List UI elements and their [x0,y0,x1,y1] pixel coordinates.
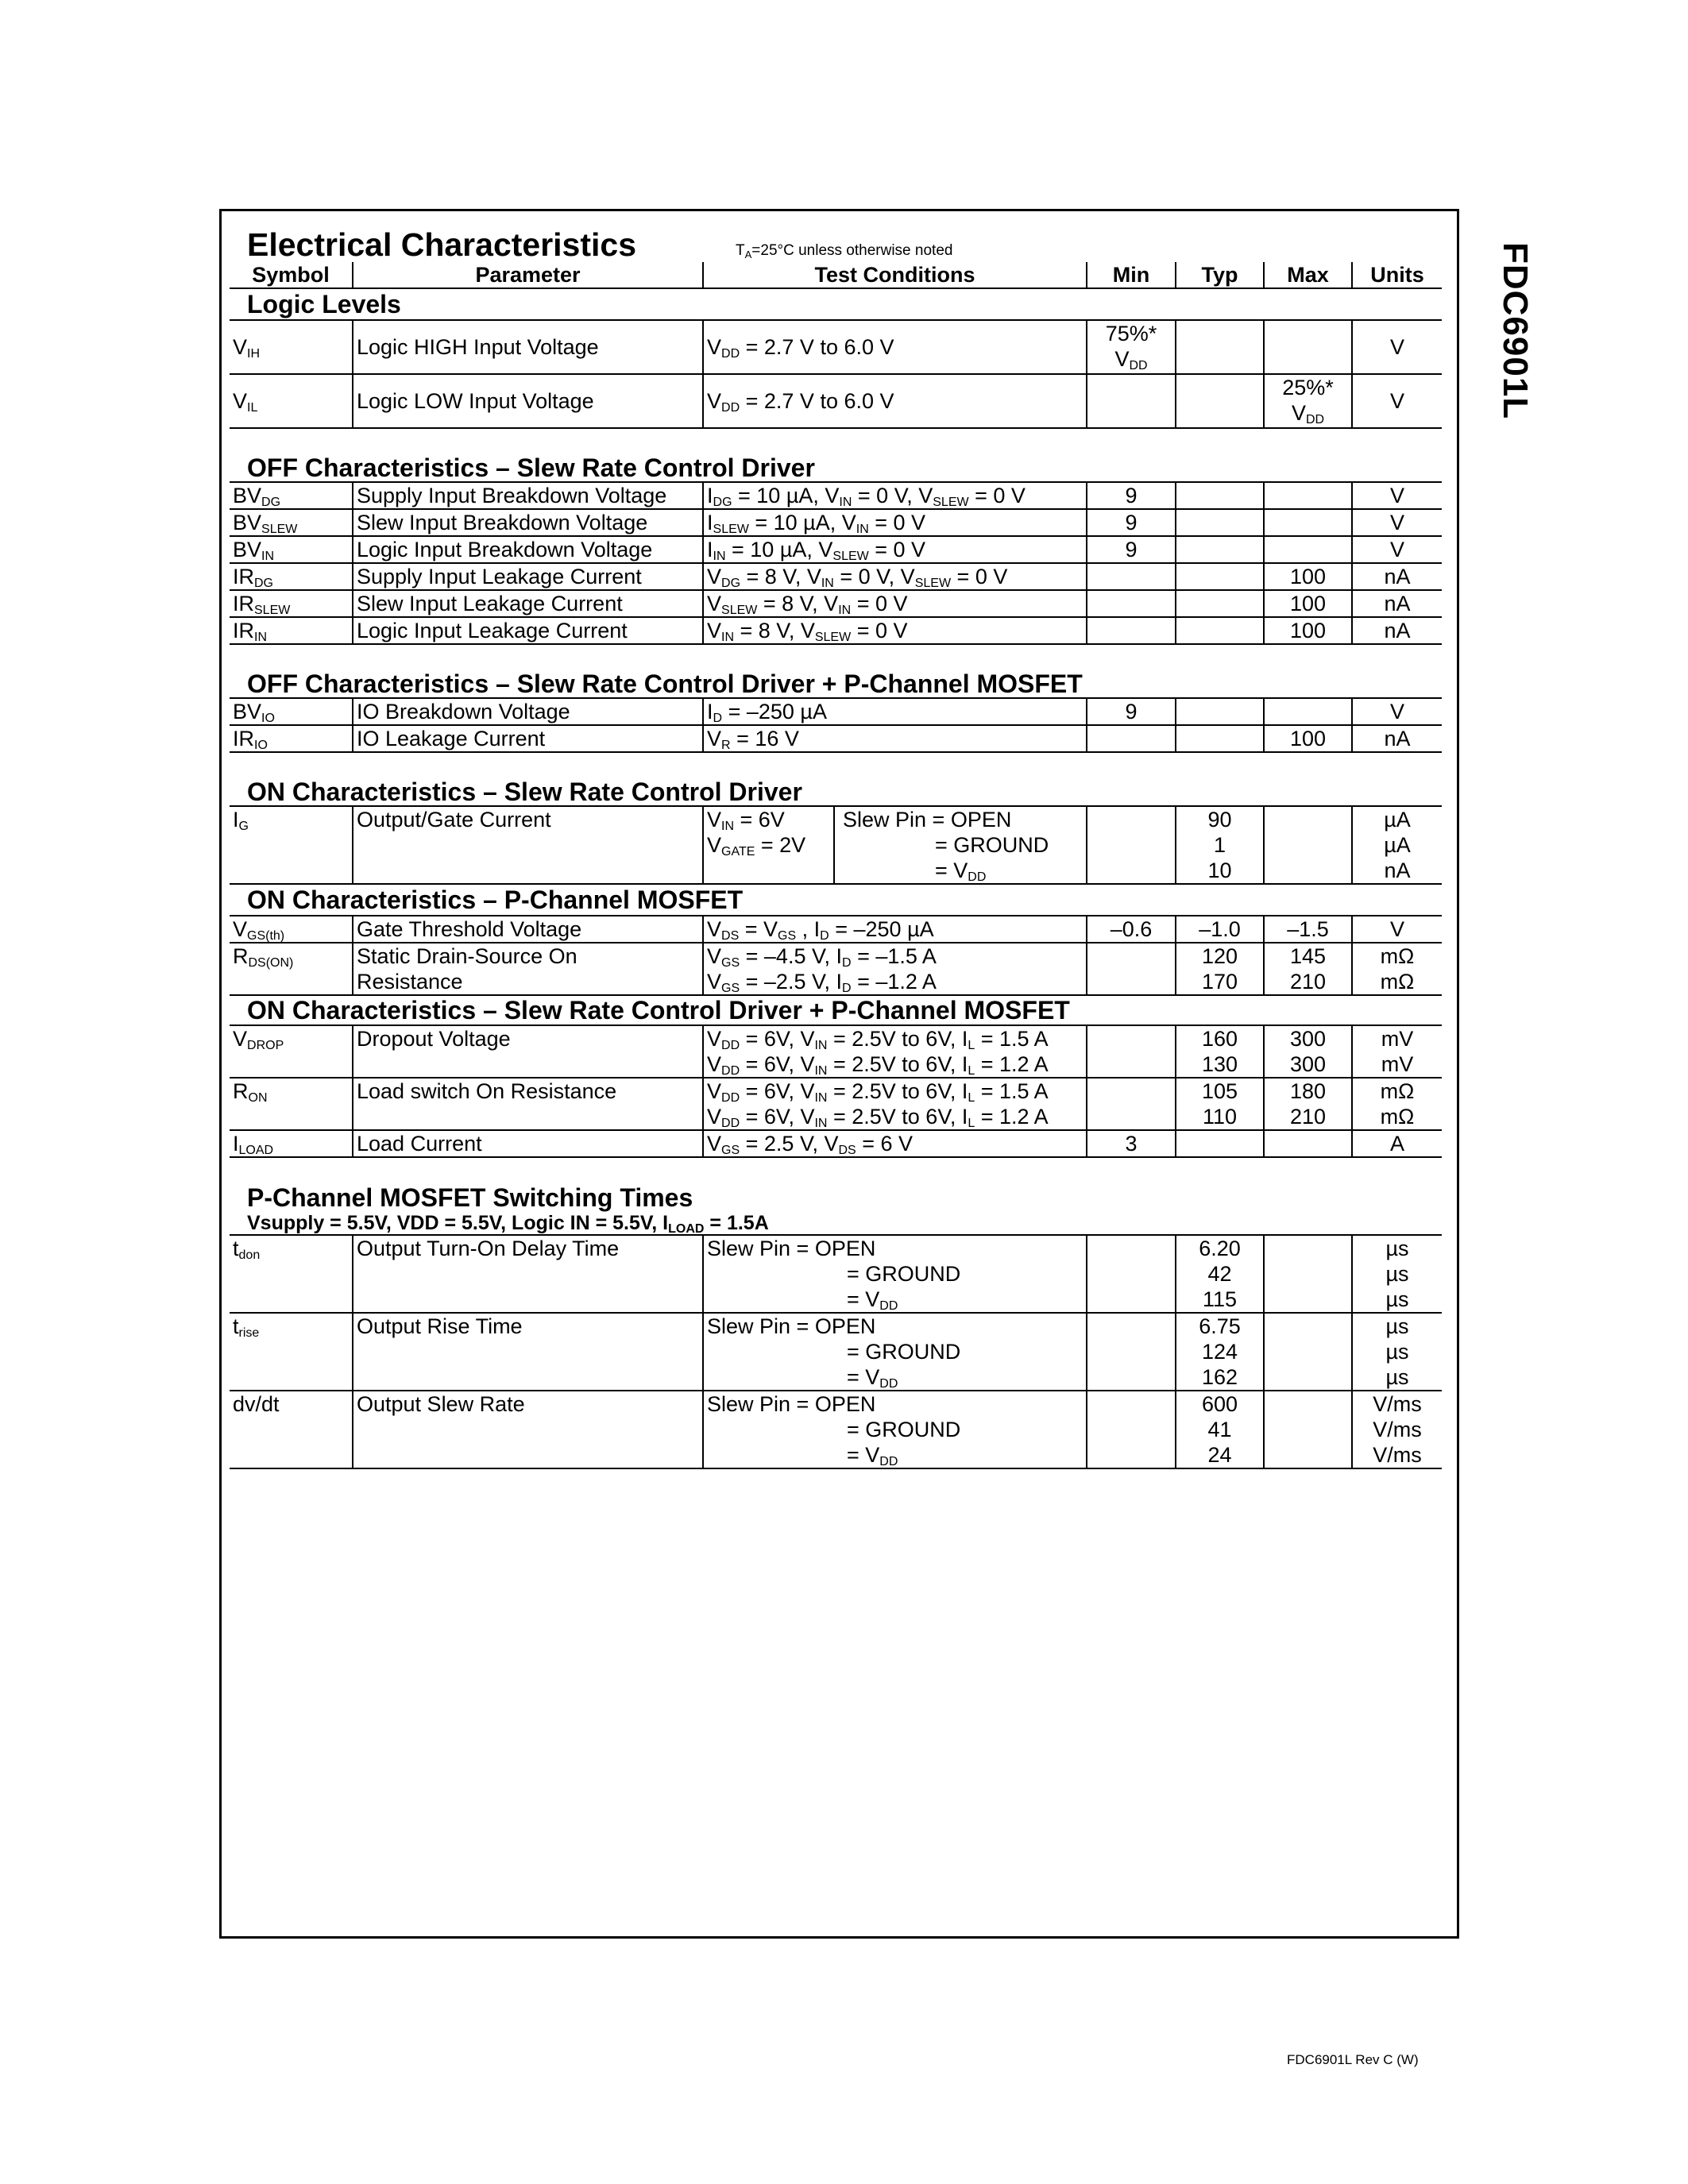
typ: –1.0 [1176,916,1264,943]
typ: 105 110 [1176,1078,1264,1130]
test-condition: Slew Pin = OPEN = GROUND = $V_{DD}$ [703,1235,1087,1313]
units: µs µs µs [1352,1235,1442,1313]
symbol: $BV_{DG}$ [230,482,353,509]
table-row [230,806,1442,884]
max: –1.5 [1264,916,1352,943]
side-title: FDC6901L [1496,242,1535,420]
param: Logic Input Breakdown Voltage [353,536,703,563]
param: Supply Input Breakdown Voltage [353,482,703,509]
max: 300 300 [1264,1025,1352,1078]
max: 100 [1264,590,1352,617]
units: V/ms V/ms V/ms [1352,1391,1442,1468]
test-condition: $V_{DD} = 2.7$ V to 6.0 V [703,374,1087,428]
units: V [1352,536,1442,563]
max [1264,320,1352,374]
max: 100 [1264,617,1352,644]
symbol: $t_{rise}$ [230,1313,353,1391]
symbol-vil: $V_{IL}$ [230,374,353,428]
table-row [230,698,1442,725]
table-row [230,1391,1442,1468]
units: mV mV [1352,1025,1442,1078]
min: 9 [1087,482,1176,509]
param: Logic HIGH Input Voltage [353,320,703,374]
min: 3 [1087,1130,1176,1157]
param: Static Drain-Source On Resistance [353,943,703,995]
section-on-2: ON Characteristics – P-Channel MOSFET [230,884,1442,916]
units: V [1352,509,1442,536]
test-condition: $V_{GS} = 2.5$ V, $V_{DS} = 6$ V [703,1130,1087,1157]
table-row [230,374,1442,428]
symbol: $IR_{IN}$ [230,617,353,644]
symbol: $BV_{SLEW}$ [230,509,353,536]
units: A [1352,1130,1442,1157]
max: 100 [1264,563,1352,590]
section-logic-levels: Logic Levels [230,288,1442,320]
param: IO Breakdown Voltage [353,698,703,725]
param: Dropout Voltage [353,1025,703,1078]
units: nA [1352,590,1442,617]
col-parameter: Parameter [353,262,703,288]
units: mΩ mΩ [1352,943,1442,995]
section-off-2: OFF Characteristics – Slew Rate Control Driver + P-Channel MOSFET [230,670,1442,698]
switching-conditions: Vsupply = 5.5V, VDD = 5.5V, Logic IN = 5.5V, $I_{LOAD} = 1.5A$ [230,1212,1442,1235]
max: 180 210 [1264,1078,1352,1130]
symbol: $BV_{IO}$ [230,698,353,725]
units: µA µA nA [1352,806,1442,884]
symbol: dv/dt [230,1391,353,1468]
max: 145 210 [1264,943,1352,995]
footer-revision: FDC6901L Rev C (W) [1287,2052,1419,2067]
typ: 6.20 42 115 [1176,1235,1264,1313]
test-condition: $V_{SLEW} = 8$ V, $V_{IN} = 0$ V [703,590,1087,617]
param: Supply Input Leakage Current [353,563,703,590]
max: 100 [1264,725,1352,752]
symbol: $I_{LOAD}$ [230,1130,353,1157]
min: –0.6 [1087,916,1176,943]
units: V [1352,374,1442,428]
test-condition: $I_D = -250$ µA [703,698,1087,725]
test-condition: $V_{DD} = 2.7$ V to 6.0 V [703,320,1087,374]
param: Slew Input Leakage Current [353,590,703,617]
max-value: 25%* [1282,376,1334,399]
param: Output Turn-On Delay Time [353,1235,703,1313]
table-row [230,725,1442,752]
units: µs µs µs [1352,1313,1442,1391]
test-condition: Slew Pin = OPEN = GROUND = $V_{DD}$ [703,1313,1087,1391]
test-condition: $V_R = 16$ V [703,725,1087,752]
symbol: $t_{don}$ [230,1235,353,1313]
units: nA [1352,725,1442,752]
param: Slew Input Breakdown Voltage [353,509,703,536]
units: V [1352,698,1442,725]
slew-open: Slew Pin = OPEN [843,808,1012,832]
units: V [1352,320,1442,374]
symbol: $R_{DS(ON)}$ [230,943,353,995]
typ: 160 130 [1176,1025,1264,1078]
min: 9 [1087,536,1176,563]
symbol: $IR_{DG}$ [230,563,353,590]
param: Logic Input Leakage Current [353,617,703,644]
param: Load switch On Resistance [353,1078,703,1130]
col-typ: Typ [1176,262,1264,288]
temperature-note [736,242,952,260]
symbol: $V_{DROP}$ [230,1025,353,1078]
symbol: $BV_{IN}$ [230,536,353,563]
col-units: Units [1352,262,1442,288]
table-row [230,943,1442,995]
slew-vdd: = $V_{DD}$ [935,859,987,884]
test-condition: $V_{IN} = 6V$ $V_{GATE} = 2V$ Slew Pin = OPEN = GROUND = $V_{DD}$ [703,806,1087,884]
test-condition: $V_{DD} = 6V$, $V_{IN} = 2.5V$ to 6V, $I_L = 1.5$ A $V_{DD} = 6V$, $V_{IN} = 2.5V$ to 6V, $I_L = 1.2$ A [703,1078,1087,1130]
param: Logic LOW Input Voltage [353,374,703,428]
min: 9 [1087,509,1176,536]
max [1264,374,1352,428]
characteristics-table [230,262,1442,1469]
table-row [230,1235,1442,1313]
symbol: $IR_{IO}$ [230,725,353,752]
typ [1176,374,1264,428]
typ: 120 170 [1176,943,1264,995]
test-condition: $I_{DG} = 10$ µA, $V_{IN} = 0$ V, $V_{SLEW} = 0$ V [703,482,1087,509]
slew-ground: = GROUND [935,833,1049,857]
min: 9 [1087,698,1176,725]
symbol-vih: $V_{IH}$ [230,320,353,374]
table-row [230,1025,1442,1078]
test-condition: $I_{IN} = 10$ µA, $V_{SLEW} = 0$ V [703,536,1087,563]
units: V [1352,916,1442,943]
table-row [230,1078,1442,1130]
symbol: $V_{GS(th)}$ [230,916,353,943]
typ: 90 1 10 [1176,806,1264,884]
note-sub: A [744,249,752,260]
section-heading: Electrical Characteristics [247,226,636,263]
table-row [230,590,1442,617]
symbol: $R_{ON}$ [230,1078,353,1130]
test-condition: $V_{GS} = -4.5$ V, $I_D = -1.5$ A $V_{GS} = -2.5$ V, $I_D = -1.2$ A [703,943,1087,995]
table-row [230,482,1442,509]
table-row [230,617,1442,644]
param: Load Current [353,1130,703,1157]
test-condition: Slew Pin = OPEN = GROUND = $V_{DD}$ [703,1391,1087,1468]
param: IO Leakage Current [353,725,703,752]
table-row [230,916,1442,943]
table-row [230,1130,1442,1157]
max-vdd: $V_{DD}$ [1291,401,1325,426]
typ [1176,320,1264,374]
section-switching: P-Channel MOSFET Switching Times [247,1183,693,1212]
units: V [1352,482,1442,509]
typ: 600 41 24 [1176,1391,1264,1468]
param: Gate Threshold Voltage [353,916,703,943]
symbol: $IR_{SLEW}$ [230,590,353,617]
table-row [230,536,1442,563]
param: Output Slew Rate [353,1391,703,1468]
test-condition: $V_{DG} = 8$ V, $V_{IN} = 0$ V, $V_{SLEW} = 0$ V [703,563,1087,590]
section-on-1: ON Characteristics – Slew Rate Control Driver [230,778,1442,806]
param: Output Rise Time [353,1313,703,1391]
min-vdd: $V_{DD}$ [1114,347,1148,372]
table-row [230,1313,1442,1391]
min [1087,374,1176,428]
param: Output/Gate Current [353,806,703,884]
test-condition: $V_{DD} = 6V$, $V_{IN} = 2.5V$ to 6V, $I_L = 1.5$ A $V_{DD} = 6V$, $V_{IN} = 2.5V$ to 6V, $I_L = 1.2$ A [703,1025,1087,1078]
symbol: $I_G$ [230,806,353,884]
header-row [230,262,1442,288]
section-on-3: ON Characteristics – Slew Rate Control Driver + P-Channel MOSFET [230,995,1442,1025]
typ: 6.75 124 162 [1176,1313,1264,1391]
note-suffix: =25°C unless otherwise noted [751,242,953,259]
col-symbol: Symbol [230,262,353,288]
col-max: Max [1264,262,1352,288]
col-min: Min [1087,262,1176,288]
note-prefix: T [736,242,745,259]
units: nA [1352,563,1442,590]
units: nA [1352,617,1442,644]
table-row [230,320,1442,374]
units: mΩ mΩ [1352,1078,1442,1130]
test-condition: $V_{IN} = 8$ V, $V_{SLEW} = 0$ V [703,617,1087,644]
table-row [230,509,1442,536]
section-off-1: OFF Characteristics – Slew Rate Control Driver [230,454,1442,482]
min [1087,320,1176,374]
table-row [230,563,1442,590]
test-condition: $I_{SLEW} = 10$ µA, $V_{IN} = 0$ V [703,509,1087,536]
col-test-conditions: Test Conditions [703,262,1087,288]
test-condition: $V_{DS} = V_{GS}$ , $I_D = -250$ µA [703,916,1087,943]
min-value: 75%* [1105,322,1157,345]
